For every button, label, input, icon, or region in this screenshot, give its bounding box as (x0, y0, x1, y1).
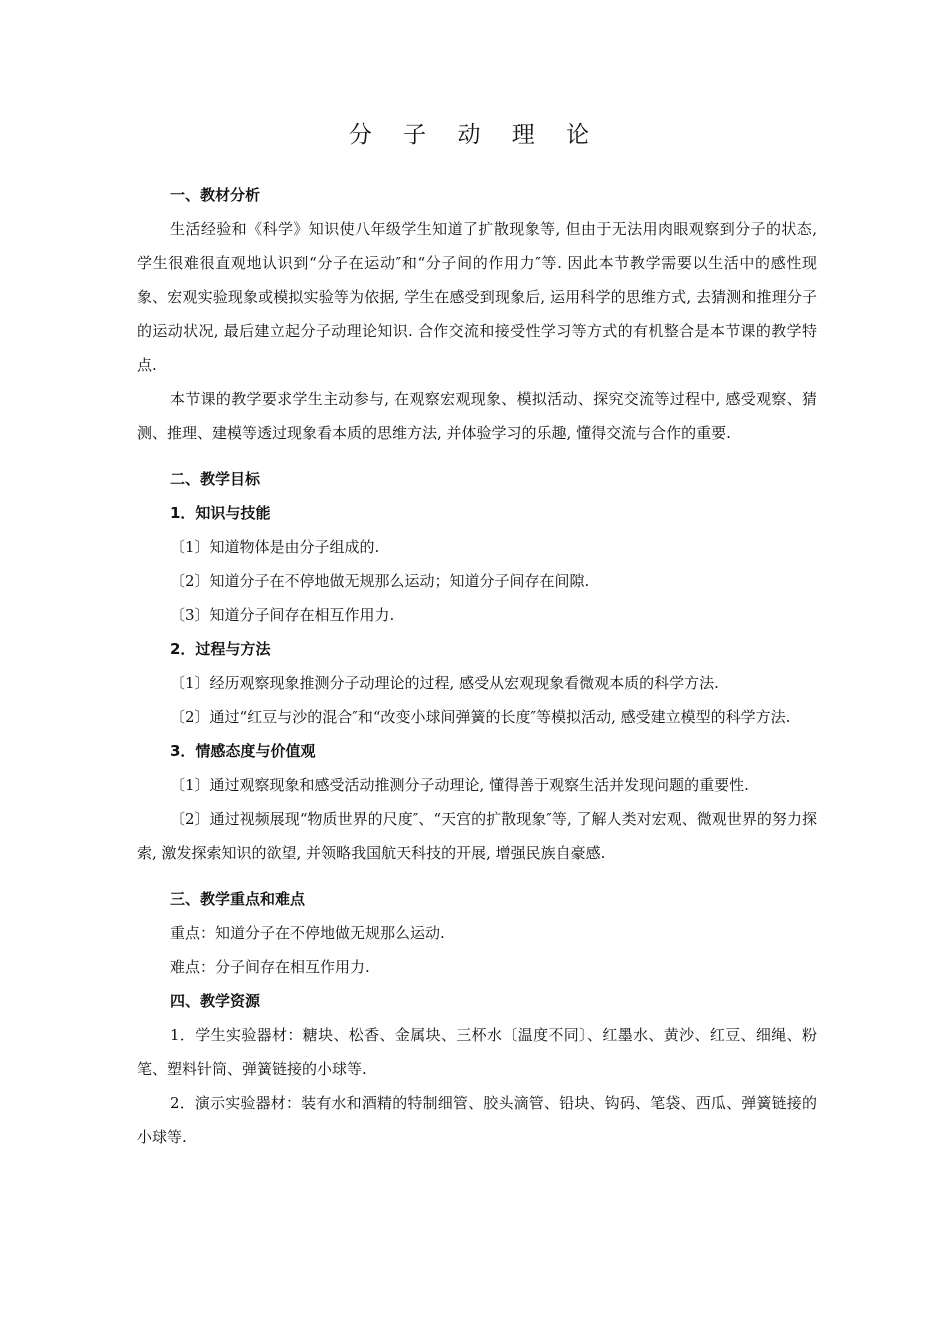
subsection-heading: 2．过程与方法 (170, 640, 271, 658)
difficult-point: 难点：分子间存在相互作用力. (170, 958, 370, 976)
paragraph: 本节课的教学要求学生主动参与, 在观察宏观现象、模拟活动、探究交流等过程中, 感受观察、猜测、推理、建模等透过现象看本质的思维方法, 并体验学习的乐趣, 懂得交流与合作的重要. (137, 390, 817, 442)
list-item: 〔1〕经历观察现象推测分子动理论的过程, 感受从宏观现象看微观本质的科学方法. (170, 674, 719, 692)
document-body (137, 178, 817, 1154)
key-point: 重点：知道分子在不停地做无规那么运动. (170, 924, 445, 942)
list-item: 〔2〕知道分子在不停地做无规那么运动；知道分子间存在间隙. (170, 572, 590, 590)
list-item: 〔3〕知道分子间存在相互作用力. (170, 606, 395, 624)
section-key-points (137, 882, 817, 984)
subsection-heading: 1．知识与技能 (170, 504, 271, 522)
section-resources (137, 984, 817, 1154)
subsection-heading: 3．情感态度与价值观 (170, 742, 316, 760)
paragraph: 生活经验和《科学》知识使八年级学生知道了扩散现象等, 但由于无法用肉眼观察到分子的状态, 学生很难很直观地认识到“分子在运动″和“分子间的作用力″等. 因此本节教学需要以生活中的感性现象、宏观实验现象或模拟实验等为依据, 学生在感受到现象后, 运用科学的思维方式, 去猜测和推理分子的运动状况, 最后建立起分子动理论知识. 合作交流和接受性学习等方式的有机整合是本节课的教学特点. (137, 220, 817, 374)
list-item: 〔1〕知道物体是由分子组成的. (170, 538, 380, 556)
list-item: 1．学生实验器材：糖块、松香、金属块、三杯水〔温度不同〕、红墨水、黄沙、红豆、细绳、粉笔、塑料针筒、弹簧链接的小球等. (137, 1026, 817, 1078)
list-item: 2．演示实验器材：装有水和酒精的特制细管、胶头滴管、铅块、钩码、笔袋、西瓜、弹簧链接的小球等. (137, 1094, 817, 1146)
section-analysis (137, 178, 817, 450)
section-heading: 三、教学重点和难点 (170, 890, 306, 908)
section-heading: 一、教材分析 (170, 186, 261, 204)
section-heading: 四、教学资源 (170, 992, 261, 1010)
section-heading: 二、教学目标 (170, 470, 261, 488)
section-objectives (137, 462, 817, 870)
list-item: 〔2〕通过“红豆与沙的混合″和“改变小球间弹簧的长度″等模拟活动, 感受建立模型的科学方法. (170, 708, 791, 726)
list-item: 〔2〕通过视频展现“物质世界的尺度″、“天宫的扩散现象″等, 了解人类对宏观、微观世界的努力探索, 激发探索知识的欲望, 并领略我国航天科技的开展, 增强民族自豪感. (137, 810, 817, 862)
list-item: 〔1〕通过观察现象和感受活动推测分子动理论, 懂得善于观察生活并发现问题的重要性. (170, 776, 749, 794)
page-title: 分 子 动 理 论 (348, 122, 602, 148)
